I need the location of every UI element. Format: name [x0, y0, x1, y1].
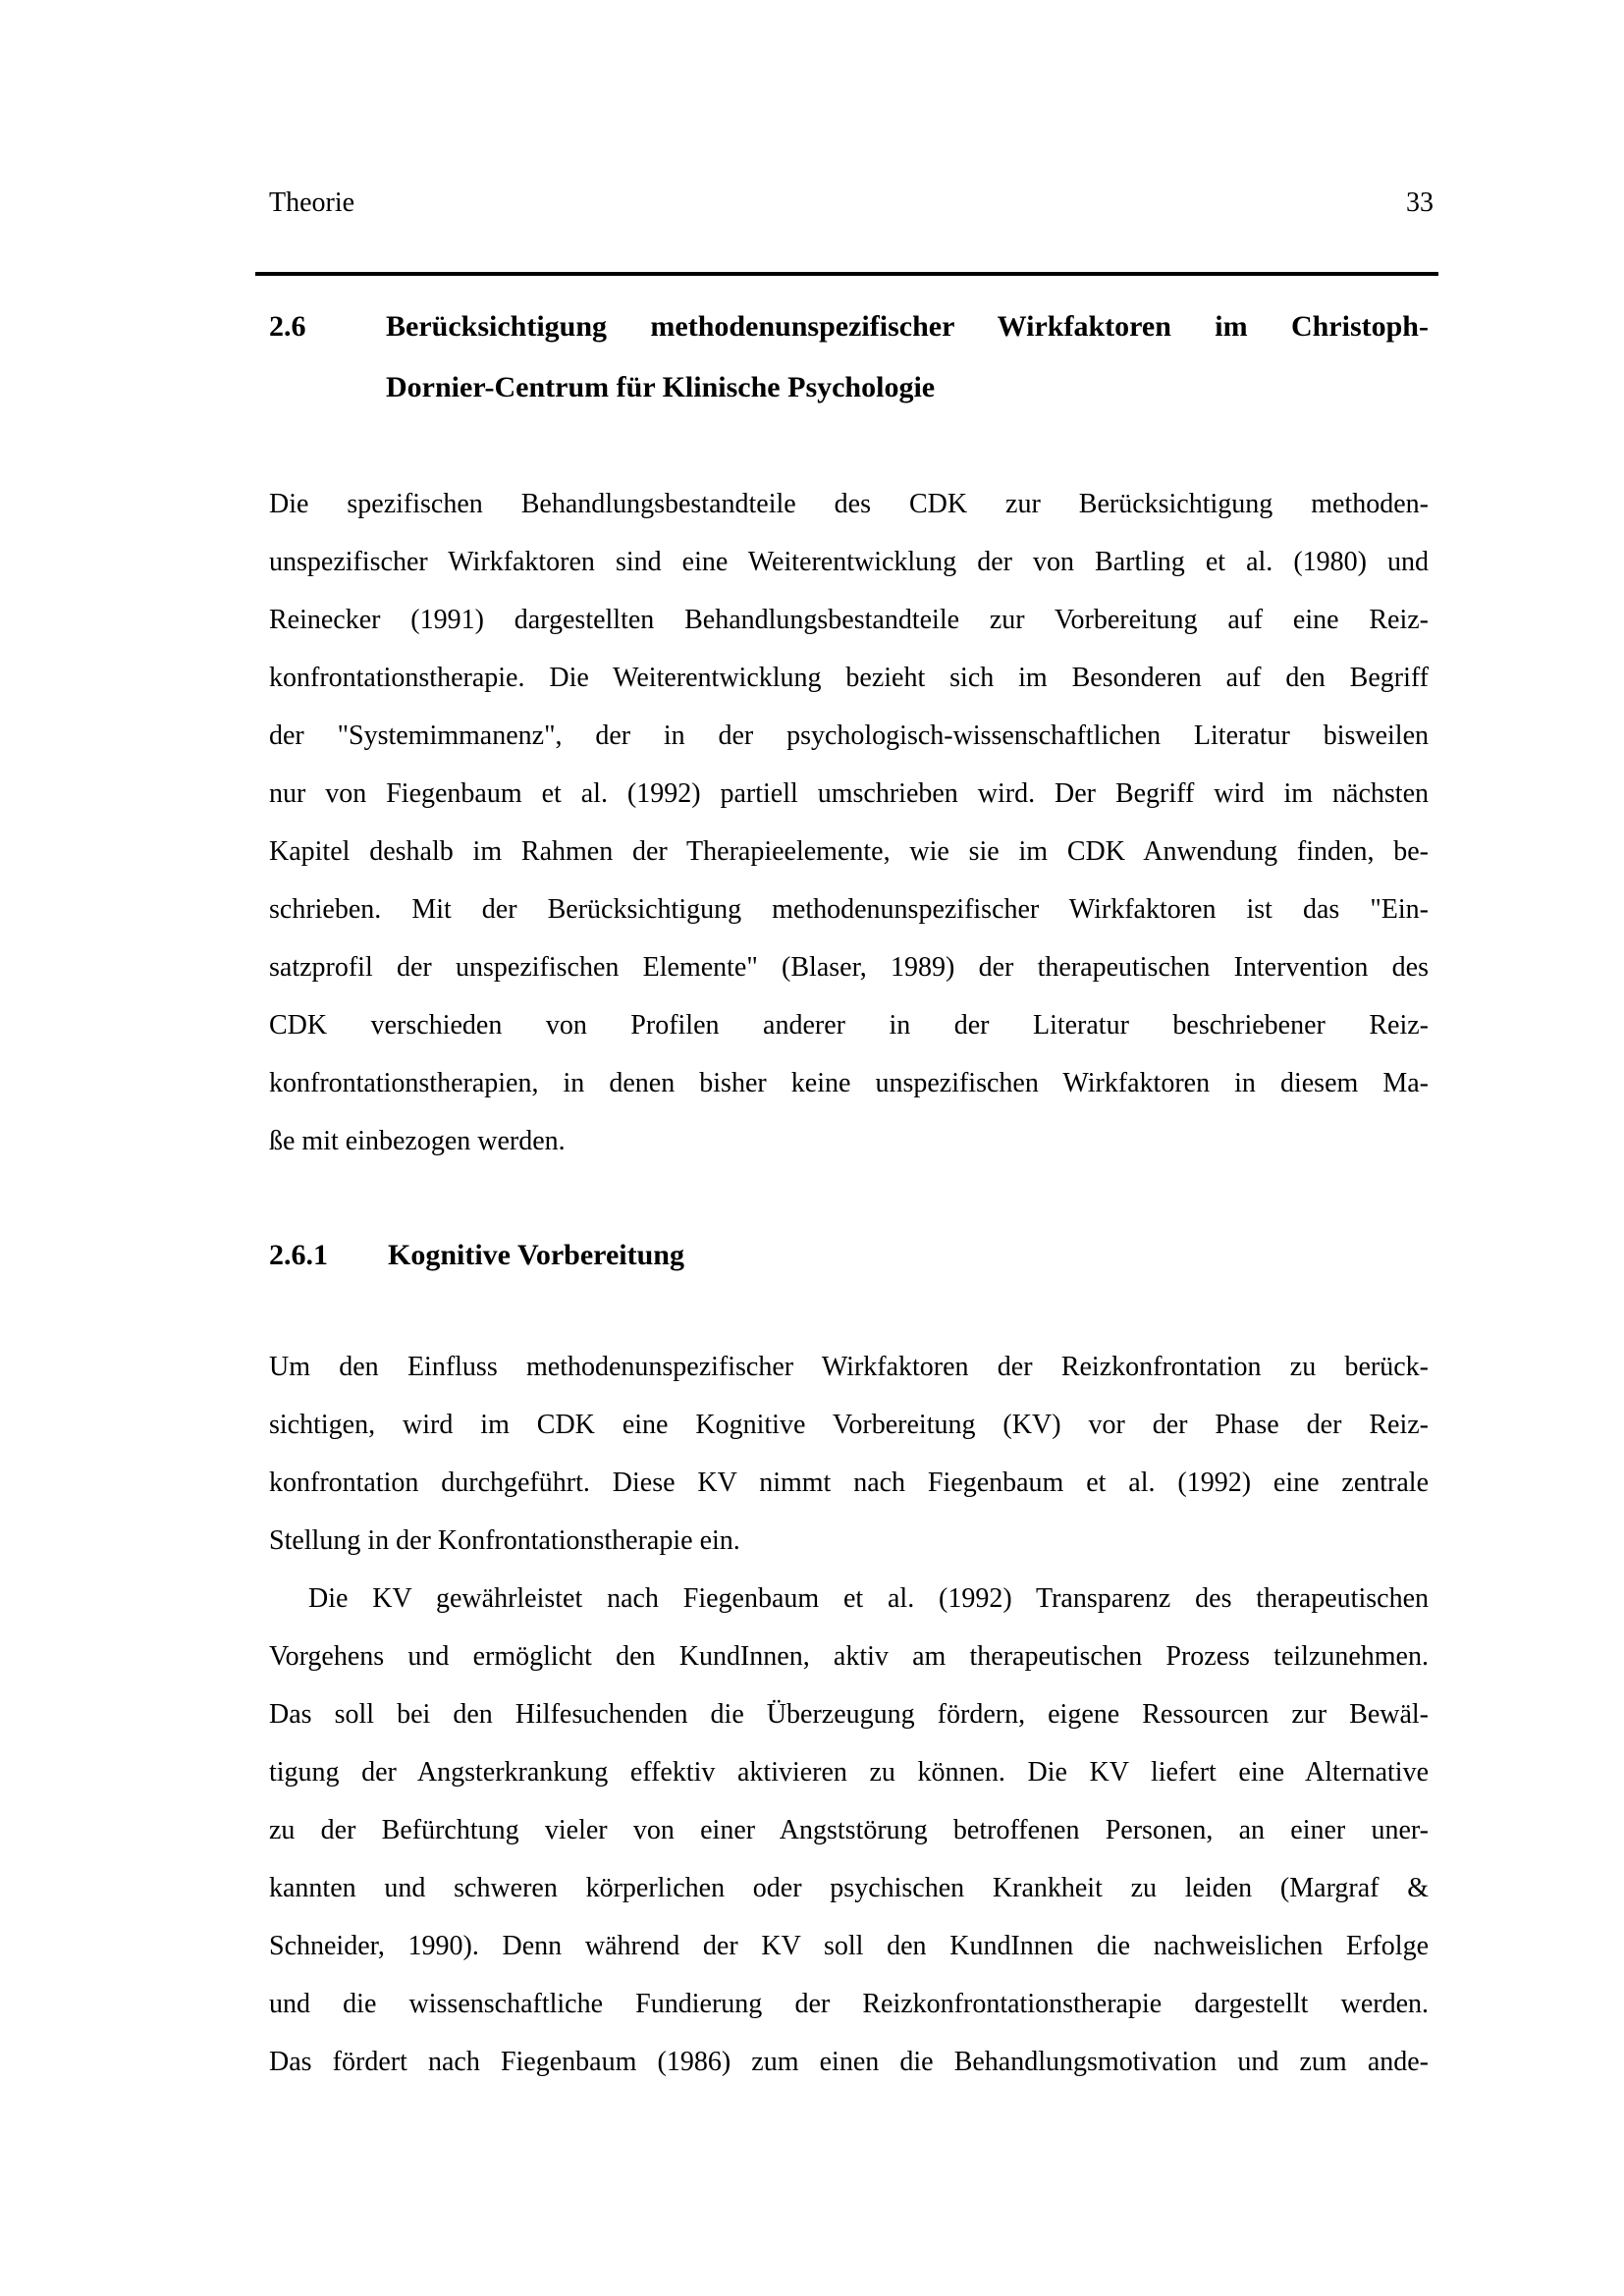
- paragraph: [269, 475, 1429, 1170]
- running-head: Theorie: [269, 187, 355, 218]
- text-line: Reinecker (1991) dargestellten Behandlungsbestandteile zur Vorbereitung auf eine Reiz-: [269, 605, 1429, 635]
- text-line: Stellung in der Konfrontationstherapie ein.: [269, 1525, 740, 1556]
- text-line: Schneider, 1990). Denn während der KV soll den KundInnen die nachweislichen Erfolge: [269, 1931, 1429, 1961]
- header-rule: [255, 272, 1438, 276]
- text-line: ße mit einbezogen werden.: [269, 1126, 566, 1156]
- section-number: 2.6: [269, 310, 306, 343]
- text-line: Die spezifischen Behandlungsbestandteile des CDK zur Berücksichtigung methoden-: [269, 489, 1429, 519]
- text-line: konfrontationstherapien, in denen bisher keine unspezifischen Wirkfaktoren in diesem Ma-: [269, 1068, 1429, 1098]
- body-text: [269, 1338, 1429, 2091]
- text-line: schrieben. Mit der Berücksichtigung methodenunspezifischer Wirkfaktoren ist das "Ein-: [269, 894, 1429, 925]
- text-line: Dornier-Centrum für Klinische Psychologie: [386, 371, 936, 403]
- text-line: sichtigen, wird im CDK eine Kognitive Vorbereitung (KV) vor der Phase der Reiz-: [269, 1410, 1429, 1440]
- paragraph: [269, 1570, 1429, 2091]
- text-line: Um den Einfluss methodenunspezifischer Wirkfaktoren der Reizkonfrontation zu berück-: [269, 1352, 1429, 1382]
- text-line: Das soll bei den Hilfesuchenden die Überzeugung fördern, eigene Ressourcen zur Bewäl-: [269, 1699, 1429, 1730]
- text-line: tigung der Angsterkrankung effektiv aktivieren zu können. Die KV liefert eine Alternative: [269, 1757, 1429, 1788]
- text-line: Kapitel deshalb im Rahmen der Therapieelemente, wie sie im CDK Anwendung finden, be-: [269, 836, 1429, 867]
- text-line: CDK verschieden von Profilen anderer in der Literatur beschriebener Reiz-: [269, 1010, 1429, 1041]
- text-line: unspezifischer Wirkfaktoren sind eine Weiterentwicklung der von Bartling et al. (1980) und: [269, 547, 1429, 577]
- text-line: konfrontation durchgeführt. Diese KV nimmt nach Fiegenbaum et al. (1992) eine zentrale: [269, 1468, 1429, 1498]
- text-line: Berücksichtigung methodenunspezifischer Wirkfaktoren im Christoph-: [386, 310, 1429, 343]
- text-line: satzprofil der unspezifischen Elemente" (Blaser, 1989) der therapeutischen Intervention des: [269, 952, 1429, 983]
- text-line: und die wissenschaftliche Fundierung der Reizkonfrontationstherapie dargestellt werden.: [269, 1989, 1429, 2019]
- text-line: nur von Fiegenbaum et al. (1992) partiell umschrieben wird. Der Begriff wird im nächsten: [269, 778, 1429, 809]
- page-number: 33: [1406, 187, 1434, 218]
- text-line: Vorgehens und ermöglicht den KundInnen, aktiv am therapeutischen Prozess teilzunehmen.: [269, 1641, 1429, 1672]
- section-heading: [269, 296, 1429, 418]
- subsection-number: 2.6.1: [269, 1239, 328, 1271]
- paragraph: [269, 1338, 1429, 1570]
- page-header: [269, 187, 1434, 219]
- text-line: konfrontationstherapie. Die Weiterentwicklung bezieht sich im Besonderen auf den Begriff: [269, 663, 1429, 693]
- text-line: zu der Befürchtung vieler von einer Angststörung betroffenen Personen, an einer uner-: [269, 1815, 1429, 1845]
- text-line: Das fördert nach Fiegenbaum (1986) zum einen die Behandlungsmotivation und zum ande-: [269, 2047, 1429, 2077]
- text-line: kannten und schweren körperlichen oder psychischen Krankheit zu leiden (Margraf &: [269, 1873, 1429, 1903]
- text-line: Die KV gewährleistet nach Fiegenbaum et al. (1992) Transparenz des therapeutischen: [308, 1583, 1429, 1614]
- text-line: der "Systemimmanenz", der in der psychologisch-wissenschaftlichen Literatur bisweilen: [269, 721, 1429, 751]
- section-title: [386, 296, 1429, 418]
- subsection-heading: [269, 1237, 1429, 1274]
- subsection-title: Kognitive Vorbereitung: [388, 1239, 684, 1271]
